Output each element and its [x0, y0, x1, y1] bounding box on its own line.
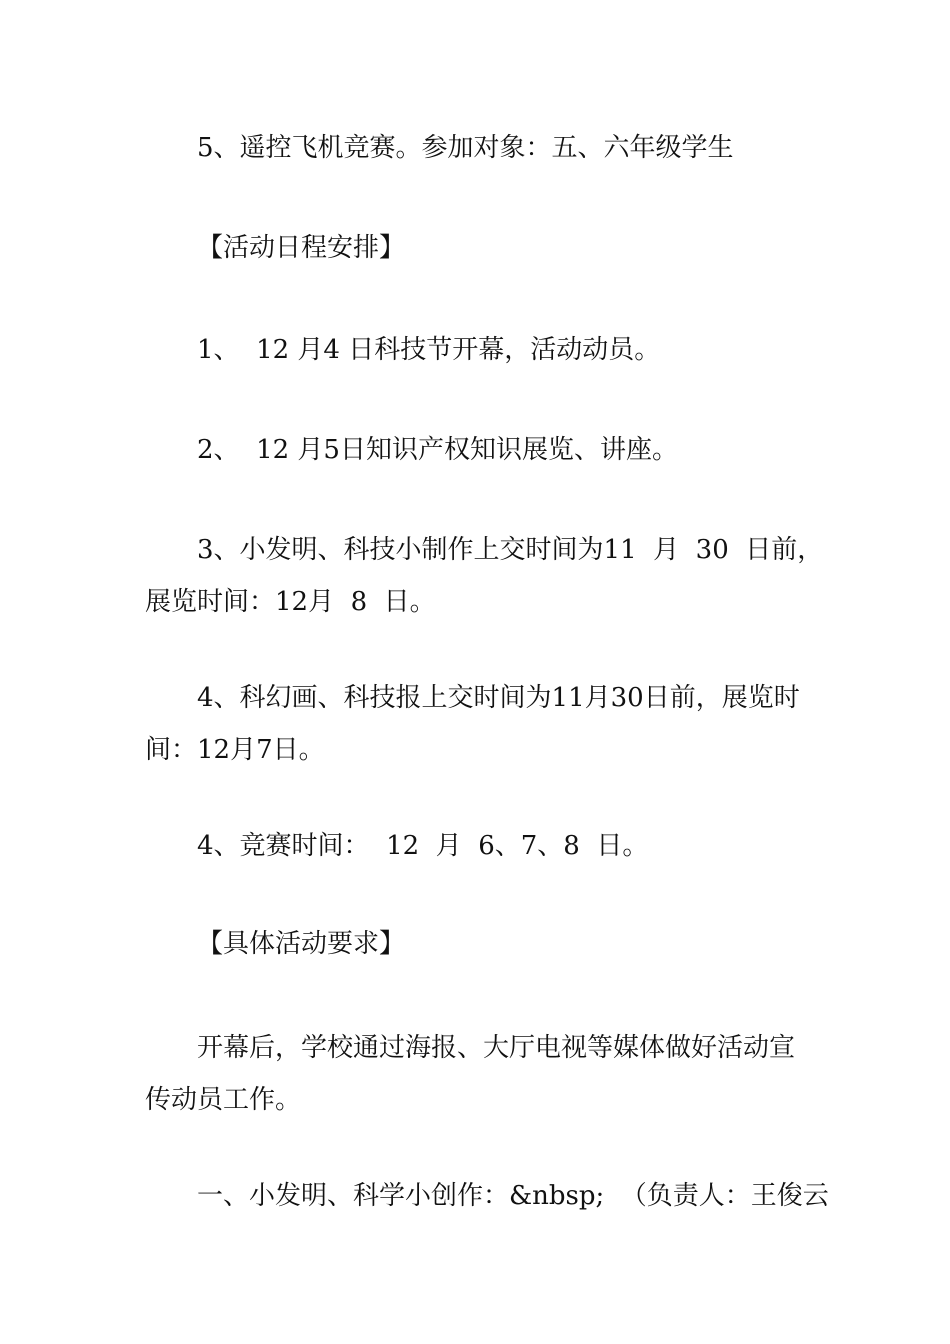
text-line	[145, 1022, 815, 1074]
paragraph-schedule-item-4a	[145, 672, 815, 776]
text-line-content: 间：12月7日。	[145, 735, 325, 765]
text-line	[145, 424, 815, 476]
text-line-content: 4、竞赛时间： 12 月 6、7、8 日。	[197, 831, 649, 861]
text-line-content: 3、小发明、科技小制作上交时间为11 月 30 日前，	[197, 535, 824, 565]
paragraph-invention-section	[145, 1170, 829, 1222]
text-line-content: 【具体活动要求】	[197, 929, 406, 959]
text-line	[145, 524, 824, 576]
text-line	[145, 122, 815, 174]
text-line	[145, 820, 815, 872]
text-line-content: 传动员工作。	[145, 1085, 302, 1115]
text-line-content: 2、 12 月5日知识产权知识展览、讲座。	[197, 435, 678, 465]
text-line	[145, 672, 815, 724]
text-line-content: 【活动日程安排】	[197, 233, 406, 263]
text-line-content: 展览时间：12月 8 日。	[145, 587, 436, 617]
text-line	[145, 576, 815, 628]
paragraph-schedule-item-2	[145, 424, 815, 476]
paragraph-opening-publicity	[145, 1022, 815, 1126]
paragraph-schedule-item-3	[145, 524, 824, 628]
section-heading-schedule	[145, 222, 815, 274]
text-line	[145, 1074, 815, 1126]
text-line-content: 1、 12 月4 日科技节开幕，活动动员。	[197, 335, 661, 365]
paragraph-rc-plane-contest	[145, 122, 815, 174]
text-line	[145, 1170, 829, 1222]
section-heading-requirements	[145, 918, 815, 970]
text-line-content: 5、遥控飞机竞赛。参加对象：五、六年级学生	[197, 133, 734, 163]
text-line-content: 开幕后，学校通过海报、大厅电视等媒体做好活动宣	[197, 1033, 796, 1063]
text-line	[145, 222, 815, 274]
text-line-content: 一、小发明、科学小创作：&nbsp; （负责人：王俊云	[197, 1181, 829, 1211]
paragraph-schedule-item-1	[145, 324, 815, 376]
text-line	[145, 918, 815, 970]
text-line	[145, 724, 815, 776]
paragraph-schedule-item-4b	[145, 820, 815, 872]
text-line	[145, 324, 815, 376]
text-line-content: 4、科幻画、科技报上交时间为11月30日前，展览时	[197, 683, 800, 713]
